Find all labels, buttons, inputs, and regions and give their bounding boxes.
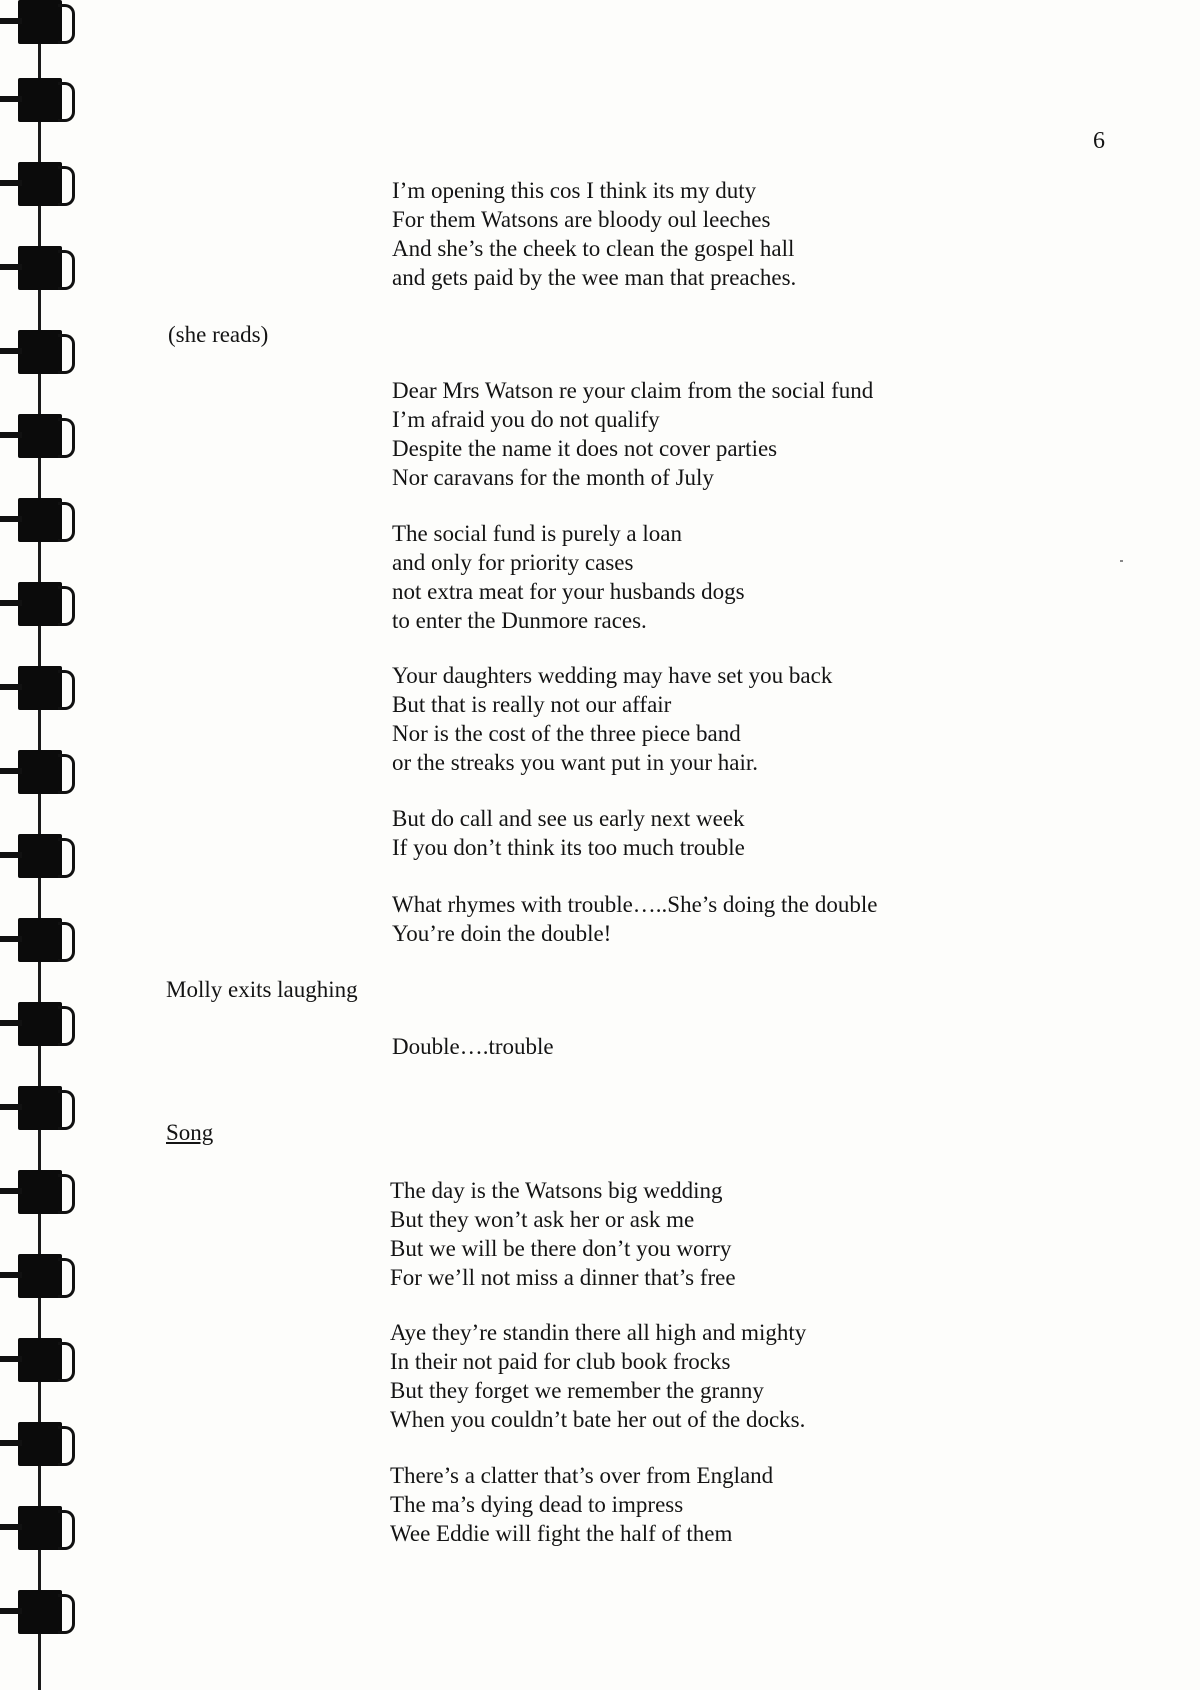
verse-line: Dear Mrs Watson re your claim from the social fund: [392, 378, 874, 403]
verse-line: to enter the Dunmore races.: [392, 608, 647, 633]
binding-ring: [18, 582, 68, 626]
verse-line: For we’ll not miss a dinner that’s free: [390, 1265, 736, 1290]
verse-line: Despite the name it does not cover parties: [392, 436, 778, 461]
verse-line: Nor caravans for the month of July: [392, 465, 714, 490]
verse-line: The social fund is purely a loan: [392, 521, 682, 546]
verse-line: not extra meat for your husbands dogs: [392, 579, 745, 604]
stage-direction-exit: Molly exits laughing: [166, 977, 358, 1002]
song-verse-3: [390, 1461, 773, 1548]
binding-ring: [18, 1002, 68, 1046]
page-number: 6: [1093, 128, 1105, 154]
binding-ring: [18, 1590, 68, 1634]
verse-line: You’re doin the double!: [392, 921, 612, 946]
binding-ring: [18, 78, 68, 122]
verse-line: But that is really not our affair: [392, 692, 672, 717]
binding-ring: [18, 750, 68, 794]
stage-direction-reads: (she reads): [168, 322, 269, 347]
binding-ring: [18, 414, 68, 458]
binding-ring: [18, 1506, 68, 1550]
verse-line: Nor is the cost of the three piece band: [392, 721, 741, 746]
verse-line: But they forget we remember the granny: [390, 1378, 764, 1403]
binding-ring: [18, 1254, 68, 1298]
verse-letter-2: [392, 519, 745, 635]
verse-line: The day is the Watsons big wedding: [390, 1178, 723, 1203]
verse-double: [392, 1032, 554, 1061]
binding-ring: [18, 162, 68, 206]
verse-line: or the streaks you want put in your hair.: [392, 750, 759, 775]
verse-line: Your daughters wedding may have set you back: [392, 663, 833, 688]
scan-speck: [1120, 560, 1123, 562]
song-heading: Song: [166, 1120, 214, 1145]
verse-line: If you don’t think its too much trouble: [392, 835, 745, 860]
verse-line: There’s a clatter that’s over from England: [390, 1463, 774, 1488]
verse-line: I’m opening this cos I think its my duty: [392, 178, 757, 203]
verse-line: Wee Eddie will fight the half of them: [390, 1521, 733, 1546]
verse-line: and only for priority cases: [392, 550, 634, 575]
verse-line: And she’s the cheek to clean the gospel hall: [392, 236, 795, 261]
binding-ring: [18, 1086, 68, 1130]
verse-line: I’m afraid you do not qualify: [392, 407, 660, 432]
binding-ring: [18, 330, 68, 374]
binding-ring: [18, 498, 68, 542]
binding-ring: [18, 246, 68, 290]
binding-ring: [18, 918, 68, 962]
binding-ring: [18, 1338, 68, 1382]
binding-ring: [18, 1170, 68, 1214]
binding-ring: [18, 834, 68, 878]
song-verse-1: [390, 1176, 736, 1292]
verse-letter-1: [392, 376, 873, 492]
verse-line: What rhymes with trouble…..She’s doing the double: [392, 892, 878, 917]
song-verse-2: [390, 1318, 806, 1434]
verse-line: and gets paid by the wee man that preaches.: [392, 265, 797, 290]
verse-line: In their not paid for club book frocks: [390, 1349, 731, 1374]
binding-ring: [18, 1422, 68, 1466]
verse-line: But do call and see us early next week: [392, 806, 745, 831]
verse-line: Double….trouble: [392, 1034, 554, 1059]
verse-line: When you couldn’t bate her out of the docks.: [390, 1407, 806, 1432]
verse-line: For them Watsons are bloody oul leeches: [392, 207, 771, 232]
verse-letter-4: [392, 804, 745, 862]
verse-line: The ma’s dying dead to impress: [390, 1492, 684, 1517]
verse-line: But we will be there don’t you worry: [390, 1236, 732, 1261]
binding-ring: [18, 666, 68, 710]
verse-opening: [392, 176, 796, 292]
verse-letter-3: [392, 661, 832, 777]
binding-ring: [18, 0, 68, 44]
spiral-binding: [0, 0, 90, 1690]
verse-line: Aye they’re standin there all high and mighty: [390, 1320, 807, 1345]
verse-letter-5: [392, 890, 877, 948]
verse-line: But they won’t ask her or ask me: [390, 1207, 695, 1232]
